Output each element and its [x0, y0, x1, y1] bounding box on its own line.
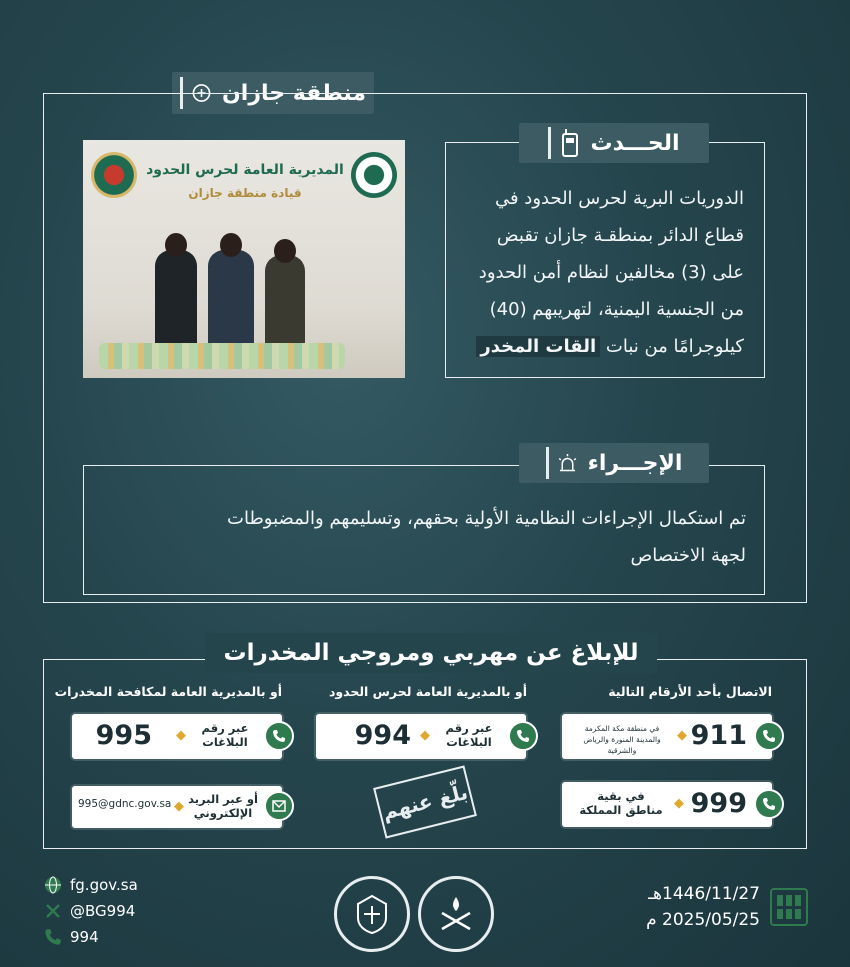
gregorian-date: 2025/05/25 م: [646, 910, 760, 930]
phone-icon: [44, 928, 62, 946]
hotline-994-number: 994: [354, 720, 411, 751]
col3-heading: أو بالمديرية العامة لمكافحة المخدرات: [54, 684, 282, 699]
region-title: منطقة جازان: [222, 80, 366, 106]
email-label: أو عبر البريد الإلكتروني: [188, 792, 258, 820]
action-line-1: تم استكمال الإجراءات النظامية الأولية بحقهم، وتسليمهم والمضبوطات: [227, 508, 746, 529]
event-title-box: [519, 123, 709, 163]
saudi-emblem: [418, 876, 494, 952]
footer-twitter[interactable]: [44, 902, 135, 920]
action-line-2: لجهة الاختصاص: [630, 545, 746, 566]
hotline-994-label: عبر رقم البلاغات: [445, 721, 493, 749]
action-text: [96, 500, 746, 574]
alarm-light-icon: [546, 447, 578, 479]
report-stamp-text: بلّغ عنهم: [379, 779, 471, 825]
footer-website[interactable]: [44, 876, 138, 894]
event-text: [452, 180, 744, 365]
hotline-995[interactable]: [72, 714, 282, 759]
event-line-3: على (3) مخالفين لنظام أمن الحدود: [478, 262, 744, 283]
hotline-995-label: عبر رقم البلاغات: [201, 721, 249, 749]
person-1: [155, 250, 197, 348]
hotline-999-number: 999: [690, 788, 747, 819]
arrow-icon: ◆: [176, 728, 186, 743]
phone-icon: [264, 721, 294, 751]
seized-bags: [99, 343, 345, 369]
hotline-911[interactable]: [562, 714, 772, 759]
phone-icon: [754, 721, 784, 751]
email-box[interactable]: [72, 786, 282, 828]
phone-icon: [754, 789, 784, 819]
col1-heading: الاتصال بأحد الأرقام التالية: [608, 684, 772, 699]
person-3-head: [274, 239, 296, 263]
walkie-talkie-icon: [548, 127, 580, 159]
footer-twitter-text[interactable]: @BG994: [70, 902, 136, 920]
hijri-date: 1446/11/27هـ: [648, 884, 760, 904]
action-title: الإجـــراء: [587, 450, 683, 476]
person-2: [208, 250, 254, 348]
arrow-icon: ◆: [674, 796, 684, 811]
footer-phone-text[interactable]: 994: [70, 928, 99, 946]
x-logo-icon: [44, 902, 62, 920]
globe-icon: [44, 876, 62, 894]
person-3: [265, 255, 305, 348]
event-title: الحـــدث: [590, 130, 680, 156]
photo-left-emblem: [91, 152, 137, 198]
event-line-5: كيلوجرامًا من نبات: [605, 336, 744, 357]
arrow-icon: ◆: [677, 728, 687, 743]
email-icon: [264, 791, 294, 821]
photo-banner: [83, 148, 405, 208]
action-title-box: [519, 443, 709, 483]
event-line-2: قطاع الدائر بمنطقـة جازان تقبض: [496, 225, 744, 246]
hotline-999[interactable]: [562, 782, 772, 827]
footer-phone[interactable]: [44, 928, 99, 946]
hotline-999-label: في بقية مناطق المملكة: [579, 789, 663, 817]
photo-banner-subtitle: قيادة منطقة جازان: [188, 186, 302, 200]
arrow-icon: ◆: [174, 799, 184, 814]
hotline-911-number: 911: [690, 720, 747, 751]
event-photo: [83, 140, 405, 378]
border-guard-emblem: [334, 876, 410, 952]
photo-right-emblem: [351, 152, 397, 198]
footer-website-text[interactable]: fg.gov.sa: [70, 876, 138, 894]
hotline-995-number: 995: [95, 720, 152, 751]
hotline-994[interactable]: [316, 714, 526, 759]
report-title: للإبلاغ عن مهربي ومروجي المخدرات: [205, 633, 657, 673]
col2-heading: أو بالمديرية العامة لحرس الحدود: [328, 684, 527, 699]
person-1-head: [165, 233, 187, 257]
hotline-911-label: في منطقة مكة المكرمة والمدينة المنورة والرياض والشرقية: [583, 724, 661, 755]
calendar-icon: [770, 888, 808, 926]
event-line-1: الدوريات البرية لحرس الحدود في: [494, 188, 744, 209]
event-line-4: من الجنسية اليمنية، لتهريبهم (40): [489, 299, 744, 320]
event-highlight: القات المخدر: [476, 336, 600, 357]
phone-icon: [508, 721, 538, 751]
photo-banner-title: المديرية العامة لحرس الحدود: [146, 162, 344, 178]
person-2-head: [220, 233, 242, 257]
arrow-icon: ◆: [420, 728, 430, 743]
email-address[interactable]: 995@gdnc.gov.sa: [78, 798, 172, 810]
